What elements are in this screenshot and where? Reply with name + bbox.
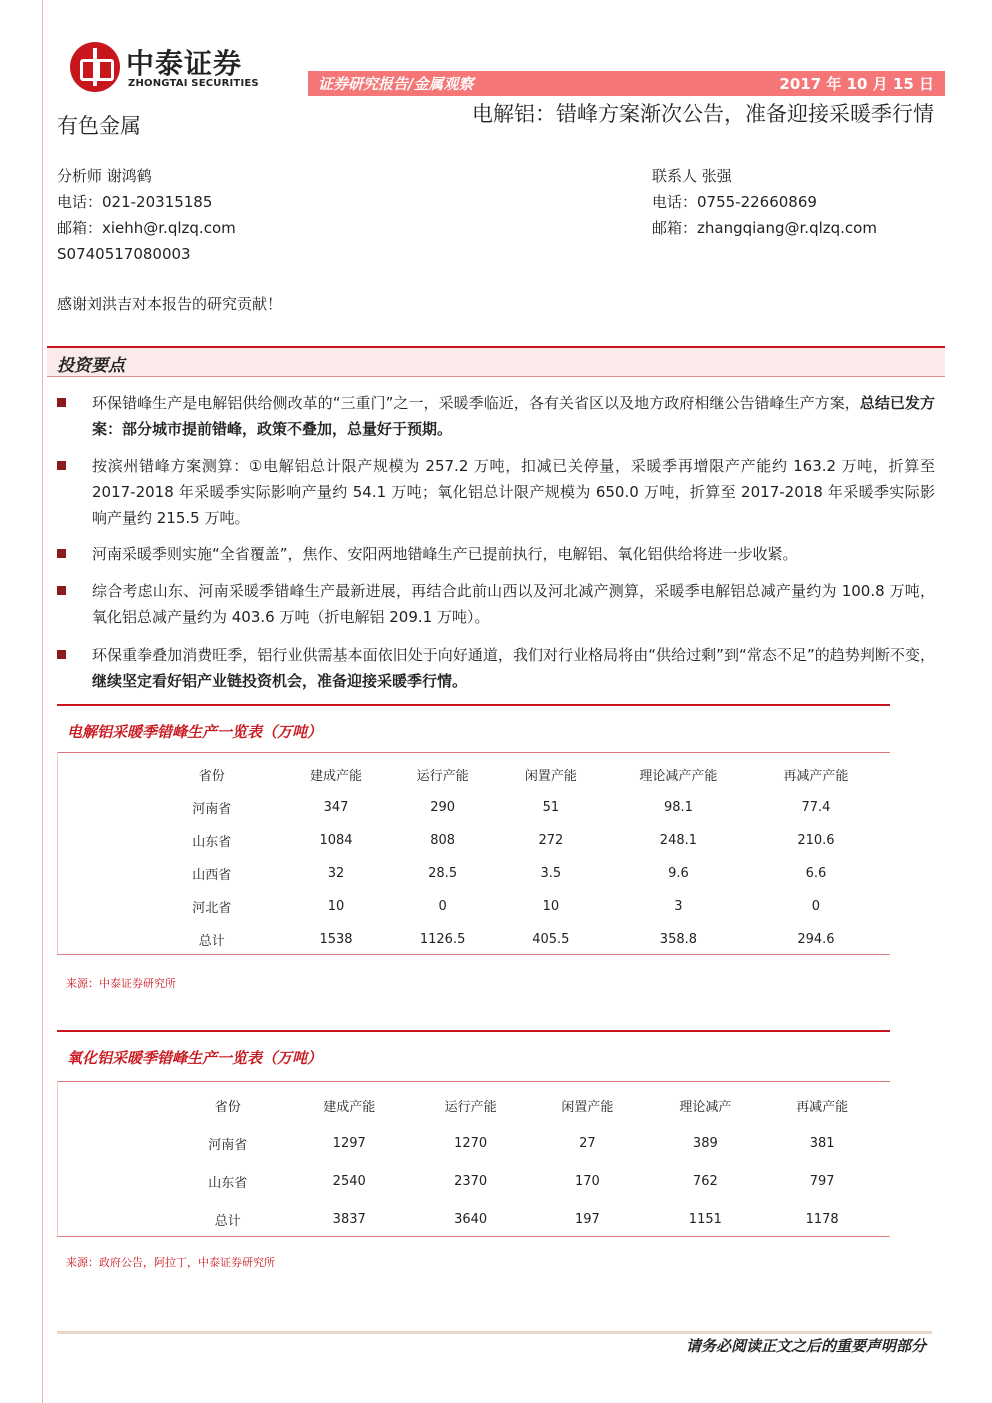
table-cell: 170 [574,1173,600,1189]
bullet-item: 环保错峰生产是电解铝供给侧改革的“三重门”之一，采暖季临近，各有关省区以及地方政府相继公告错峰生产方案，总结已发方案：部分城市提前错峰，政策不叠加，总量好于预期。 [57,390,935,442]
column-header: 理论减产产能 [639,769,718,784]
table-row [170,1162,880,1200]
table-cell: 197 [574,1211,600,1227]
table1-top-rule [57,704,890,706]
table-cell: 0 [438,899,447,914]
table-cell: 1084 [319,833,353,848]
contact-info [652,163,877,241]
column-header: 闲置产能 [524,769,577,784]
table-cell: 77.4 [801,800,831,815]
section-title: 投资要点 [57,356,125,376]
bullet-item: 按滨州错峰方案测算：①电解铝总计限产规模为 257.2 万吨，扣减已关停量，采暖季再增限产产能约 163.2 万吨，折算至 2017-2018 年采暖季实际影响产量约 54.1 万吨；氧化铝总计限产规模为 650.0 万吨，折算至 2017-2018 年采暖季实际影响产量约 215.5 万吨。 [57,453,935,531]
table-cell: 山西省 [192,868,232,883]
acknowledgement: 感谢刘洪吉对本报告的研究贡献！ [57,295,283,313]
bullet-square-icon [57,461,66,470]
table-cell: 10 [327,899,345,914]
table2-header-rule [57,1081,890,1082]
report-type: 证券研究报告/金属观察 [318,75,474,93]
table-cell: 3.5 [540,866,562,881]
report-date: 2017 年 10 月 15 日 [779,75,934,93]
sector-label: 有色金属 [57,114,141,138]
section-rule-bottom [47,376,945,377]
analyst-email[interactable]: 邮箱：xiehh@r.qlzq.com [57,219,236,237]
bullet-square-icon [57,549,66,558]
table-cell: 山东省 [208,1175,248,1191]
table1-header-rule [57,752,890,753]
table-row [140,857,880,890]
table2-side-rule [57,1081,58,1236]
table-cell: 河北省 [192,901,232,916]
bullet-item: 河南采暖季则实施“全省覆盖”，焦作、安阳两地错峰生产已提前执行，电解铝、氧化铝供给将进一步收紧。 [57,541,935,567]
footer-disclaimer: 请务必阅读正文之后的重要声明部分 [685,1337,926,1355]
table-cell: 1126.5 [419,932,466,947]
table-cell: 27 [579,1135,596,1151]
bullet-item: 综合考虑山东、河南采暖季错峰生产最新进展，再结合此前山西以及河北减产测算，采暖季电解铝总减产量约为 100.8 万吨，氧化铝总减产量约为 403.6 万吨（折电解铝 209.1 万吨）。 [57,578,935,630]
column-header: 运行产能 [416,769,469,784]
table1-source: 来源：中泰证券研究所 [66,977,176,990]
table-cell: 762 [692,1173,718,1189]
footer-rule [57,1331,932,1334]
contact-name: 联系人 张强 [652,167,732,185]
table-cell: 1538 [319,932,353,947]
table2-source: 来源：政府公告，阿拉丁，中泰证券研究所 [66,1256,275,1269]
table-cell: 272 [538,833,564,848]
table-row [170,1124,880,1162]
table-cell: 河南省 [192,802,232,817]
analyst-phone: 电话：021-20315185 [57,193,213,211]
table-header-row [170,1086,880,1124]
table-cell: 290 [430,800,456,815]
table-cell: 3 [674,899,683,914]
table-cell: 2370 [454,1173,488,1189]
table-cell: 248.1 [659,833,698,848]
section-header-box [47,348,945,376]
column-header: 运行产能 [444,1099,497,1115]
table-cell: 总计 [198,934,225,949]
table-cell: 808 [430,833,456,848]
table-cell: 1178 [805,1211,839,1227]
table1-bottom-rule [57,954,890,955]
table-cell: 32 [327,866,345,881]
table-header-row [140,758,880,791]
column-header: 再减产能 [796,1099,849,1115]
table-cell: 1151 [688,1211,722,1227]
table-cell: 98.1 [663,800,693,815]
bullet-square-icon [57,650,66,659]
column-header: 省份 [214,1099,241,1115]
column-header: 建成产能 [323,1099,376,1115]
table-cell: 1270 [454,1135,488,1151]
table-cell: 28.5 [428,866,458,881]
table-cell: 797 [809,1173,835,1189]
table-cell: 389 [692,1135,718,1151]
table-cell: 山东省 [192,835,232,850]
bullet-item: 环保重拳叠加消费旺季，铝行业供需基本面依旧处于向好通道，我们对行业格局将由“供给过剩”到“常态不足”的趋势判断不变，继续坚定看好铝产业链投资机会，准备迎接采暖季行情。 [57,642,935,694]
table-cell: 358.8 [659,932,698,947]
table-cell: 6.6 [805,866,827,881]
table-row [140,824,880,857]
table-cell: 3837 [332,1211,366,1227]
table1-side-rule [57,752,58,954]
table-cell: 9.6 [668,866,689,881]
table-cell: 河南省 [208,1137,248,1153]
table-cell: 1297 [332,1135,366,1151]
table-cell: 347 [323,800,349,815]
table2-bottom-rule [57,1236,890,1237]
analyst-info [57,163,236,267]
table-cell: 10 [542,899,560,914]
logo-english-name: ZHONGTAI SECURITIES [128,78,259,89]
table-cell: 总计 [214,1213,241,1229]
logo-chinese-name: 中泰证券 [126,47,243,80]
table2-top-rule [57,1030,890,1032]
column-header: 建成产能 [310,769,363,784]
table-cell: 294.6 [797,932,835,947]
company-logo-icon [70,42,120,92]
bullet-square-icon [57,398,66,407]
contact-phone: 电话：0755-22660869 [652,193,817,211]
table-cell: 3640 [454,1211,488,1227]
table2-title: 氧化铝采暖季错峰生产一览表（万吨） [67,1049,323,1067]
table-row [140,791,880,824]
table2 [170,1086,880,1238]
analyst-cert: S0740517080003 [57,245,191,263]
table-cell: 2540 [332,1173,366,1189]
table-cell: 381 [809,1135,835,1151]
column-header: 再减产产能 [783,769,849,784]
table-cell: 51 [542,800,560,815]
report-headline: 电解铝：错峰方案渐次公告，准备迎接采暖季行情 [472,102,934,126]
table-row [170,1200,880,1238]
table-row [140,890,880,923]
table1-title: 电解铝采暖季错峰生产一览表（万吨） [67,723,323,741]
column-header: 省份 [198,769,225,784]
table-cell: 405.5 [532,932,570,947]
margin-rule [42,0,43,1403]
table1 [140,758,880,956]
bullet-square-icon [57,586,66,595]
contact-email[interactable]: 邮箱：zhangqiang@r.qlzq.com [652,219,877,237]
column-header: 理论减产 [679,1099,732,1115]
table-cell: 0 [811,899,821,914]
column-header: 闲置产能 [561,1099,614,1115]
table-cell: 210.6 [797,833,835,848]
analyst-name: 分析师 谢鸿鹤 [57,167,152,185]
table-row [140,923,880,956]
